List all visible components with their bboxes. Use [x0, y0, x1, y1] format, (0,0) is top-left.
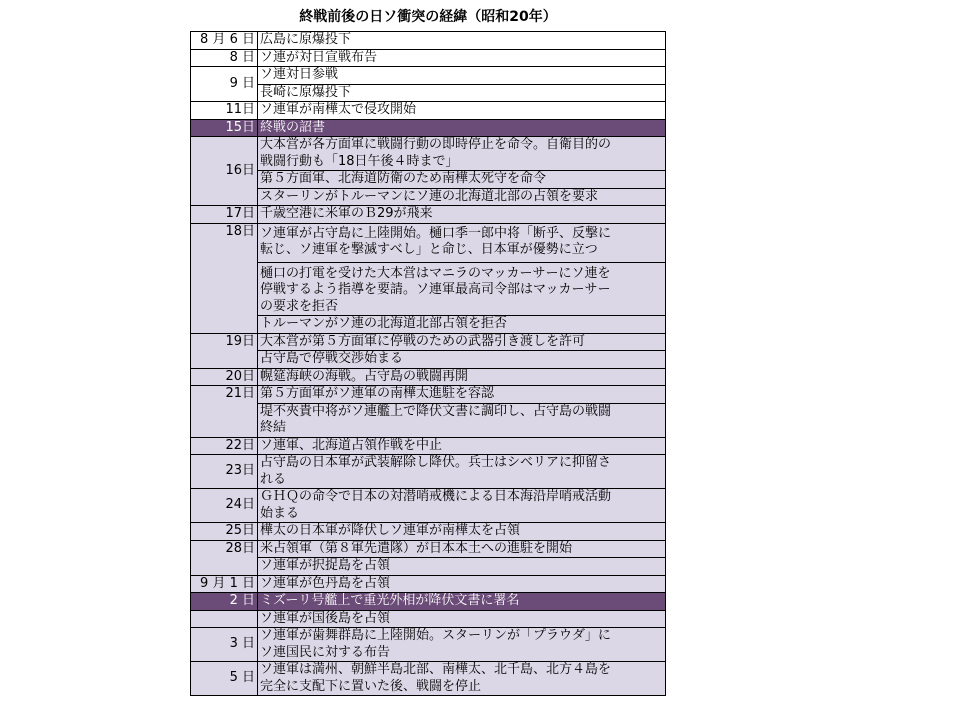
date-cell: 21日 — [191, 386, 258, 438]
date-cell — [191, 610, 258, 628]
date-cell: 9 月 1 日 — [191, 575, 258, 593]
event-cell — [258, 662, 666, 696]
event-text: ＧＨＱの命令で日本の対潜哨戒機による日本海沿岸哨戒活動 — [260, 489, 612, 504]
event-text: 終戦の詔書 — [260, 119, 326, 135]
event-cell — [258, 593, 666, 611]
date-cell: 28日 — [191, 540, 258, 575]
table-row — [191, 223, 666, 262]
event-cell — [258, 455, 666, 489]
event-text: トルーマンがソ連の北海道北部占領を拒否 — [260, 316, 508, 331]
table-row — [191, 628, 666, 662]
table-row — [191, 403, 666, 437]
event-text: 千歳空港に米軍のＢ29が飛来 — [260, 206, 433, 221]
table-row — [191, 662, 666, 696]
event-cell — [258, 67, 666, 85]
date-cell: 9 日 — [191, 67, 258, 102]
table-row — [191, 540, 666, 558]
event-text: 占守島で停戦交渉始まる — [260, 351, 404, 366]
event-text: 樋口の打電を受けた大本営はマニラのマッカーサーにソ連を — [260, 265, 611, 281]
table-row-highlight — [191, 119, 666, 137]
event-cell — [258, 523, 666, 541]
event-text: 終結 — [260, 420, 287, 435]
table-row — [191, 49, 666, 67]
event-text: ソ連軍が択捉島を占領 — [260, 558, 391, 573]
date-cell: 8 日 — [191, 49, 258, 67]
event-cell — [258, 575, 666, 593]
event-cell — [258, 403, 666, 437]
date-cell: 16日 — [191, 137, 258, 206]
date-cell: 20日 — [191, 368, 258, 386]
table-row — [191, 84, 666, 102]
event-text: ソ連軍が色丹島を占領 — [260, 575, 391, 591]
event-cell — [258, 32, 666, 50]
event-cell — [258, 188, 666, 206]
event-text: ソ連軍が国後島を占領 — [260, 610, 391, 626]
event-cell — [258, 262, 666, 316]
event-text: ソ連軍、北海道占領作戦を中止 — [260, 437, 443, 453]
event-text: 始まる — [260, 505, 300, 521]
event-text: 完全に支配下に置いた後、戦闘を停止 — [260, 678, 482, 694]
event-text: 戦闘行動も「18日午後４時まで」 — [260, 153, 459, 169]
event-cell — [258, 489, 666, 523]
table-row — [191, 171, 666, 189]
event-text: 大本営が各方面軍に戦闘行動の即時停止を命令。自衛目的の — [260, 137, 612, 152]
event-cell — [258, 223, 666, 262]
event-cell — [258, 368, 666, 386]
event-text: 米占領軍（第８軍先遣隊）が日本本土への進駐を開始 — [260, 540, 573, 556]
timeline-table — [190, 31, 666, 696]
table-row — [191, 188, 666, 206]
event-text: ソ連軍が占守島に上陸開始。樋口季一郎中将「断乎、反撃に — [260, 225, 612, 241]
event-cell — [258, 333, 666, 351]
table-row — [191, 32, 666, 50]
event-text: 広島に原爆投下 — [260, 32, 352, 47]
table-row — [191, 206, 666, 224]
date-cell: 11日 — [191, 102, 258, 120]
event-text: 幌筵海峡の海戦。占守島の戦闘再開 — [260, 368, 469, 384]
date-cell: 25日 — [191, 523, 258, 541]
event-text: 大本営が第５方面軍に停戦のための武器引き渡しを許可 — [260, 333, 586, 349]
event-cell — [258, 437, 666, 455]
event-text: ソ連軍が南樺太で侵攻開始 — [260, 102, 417, 117]
event-cell — [258, 351, 666, 369]
page-title: 終戦前後の日ソ衝突の経緯（昭和20年） — [299, 9, 557, 25]
date-cell: 24日 — [191, 489, 258, 523]
event-cell — [258, 49, 666, 67]
event-text: 第５方面軍がソ連軍の南樺太進駐を容認 — [260, 386, 495, 401]
date-cell: 23日 — [191, 455, 258, 489]
table-row — [191, 558, 666, 576]
table-row-highlight — [191, 593, 666, 611]
table-row — [191, 67, 666, 85]
date-cell: 19日 — [191, 333, 258, 368]
table-row — [191, 455, 666, 489]
table-row — [191, 102, 666, 120]
event-text: ソ連軍が歯舞群島に上陸開始。スターリンが「プラウダ」に — [260, 628, 611, 643]
event-text: 占守島の日本軍が武装解除し降伏。兵士はシベリアに抑留さ — [260, 455, 612, 470]
table-row — [191, 333, 666, 351]
event-cell — [258, 316, 666, 334]
event-text: ソ連対日参戦 — [260, 67, 339, 82]
event-cell — [258, 558, 666, 576]
event-cell — [258, 119, 666, 137]
date-cell: 22日 — [191, 437, 258, 455]
table-row — [191, 386, 666, 404]
event-cell — [258, 610, 666, 628]
event-cell — [258, 137, 666, 171]
event-text: 長崎に原爆投下 — [260, 84, 352, 100]
table-row — [191, 262, 666, 316]
event-cell — [258, 102, 666, 120]
event-text: 転じ、ソ連軍を撃滅すべし」と命じ、日本軍が優勢に立つ — [260, 242, 598, 257]
event-cell — [258, 540, 666, 558]
event-cell — [258, 84, 666, 102]
table-row — [191, 351, 666, 369]
event-text: ソ連軍は満州、朝鮮半島北部、南樺太、北千島、北方４島を — [260, 662, 612, 677]
event-text: れる — [260, 471, 287, 487]
event-cell — [258, 206, 666, 224]
table-row — [191, 610, 666, 628]
event-text: スターリンがトルーマンにソ連の北海道北部の占領を要求 — [260, 188, 599, 204]
event-cell — [258, 171, 666, 189]
date-cell: 15日 — [191, 119, 258, 137]
table-row — [191, 437, 666, 455]
event-cell — [258, 628, 666, 662]
date-cell: 18日 — [191, 223, 258, 333]
event-text: 第５方面軍、北海道防衛のため南樺太死守を命令 — [260, 171, 547, 186]
table-row — [191, 137, 666, 171]
table-row — [191, 316, 666, 334]
event-text: 堤不夾貴中将がソ連艦上で降伏文書に調印し、占守島の戦闘 — [260, 403, 612, 419]
date-cell: 8 月 6 日 — [191, 32, 258, 50]
event-text: ミズーリ号艦上で重光外相が降伏文書に署名 — [260, 593, 520, 608]
table-row — [191, 523, 666, 541]
event-text: ソ連国民に対する布告 — [260, 644, 391, 660]
table-row — [191, 489, 666, 523]
date-cell: 2 日 — [191, 593, 258, 611]
event-text: 樺太の日本軍が降伏しソ連軍が南樺太を占領 — [260, 523, 521, 538]
event-text: 停戦するよう指導を要請。ソ連軍最高司令部はマッカーサー — [260, 282, 611, 297]
table-row — [191, 575, 666, 593]
table-row — [191, 368, 666, 386]
event-text: の要求を拒否 — [260, 298, 339, 314]
event-text: ソ連が対日宣戦布告 — [260, 49, 378, 65]
event-cell — [258, 386, 666, 404]
date-cell: 3 日 — [191, 628, 258, 662]
date-cell: 5 日 — [191, 662, 258, 696]
date-cell: 17日 — [191, 206, 258, 224]
